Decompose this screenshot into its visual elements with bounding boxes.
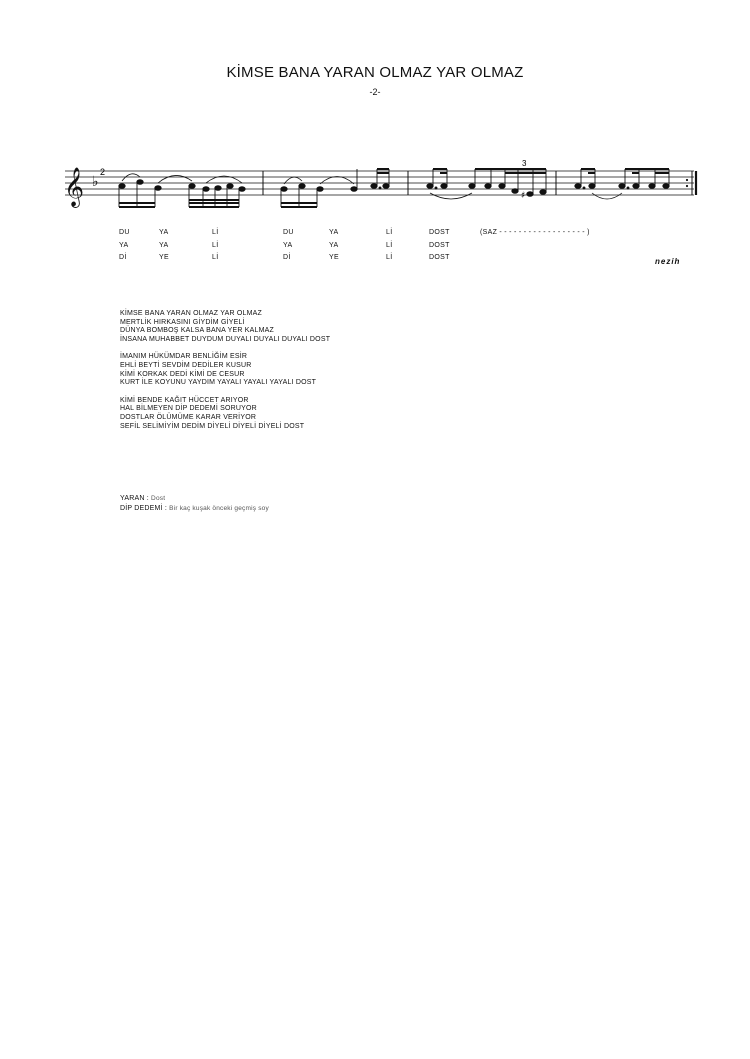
svg-text:3: 3 [522, 159, 527, 168]
syllable: YA [283, 242, 293, 249]
verse-line: KİMİ BENDE KAĞIT HÜCCET ARIYOR [120, 396, 249, 404]
verse-line: SEFİL SELİMİYİM DEDİM DİYELİ DİYELİ DİYELİ DOST [120, 422, 305, 430]
glossary-entry: YARAN : Dost [120, 495, 166, 502]
stanza [120, 310, 330, 344]
lyric-row [0, 254, 750, 266]
syllable: YA [159, 229, 169, 236]
sharp-icon: ♯ [521, 191, 526, 201]
glossary-term: DİP DEDEMİ [120, 505, 163, 512]
lyric-row [0, 242, 750, 254]
stanza [120, 397, 330, 431]
syllable: Lİ [212, 229, 219, 236]
syllable: Lİ [386, 242, 393, 249]
verses [120, 310, 330, 440]
syllable: Dİ [119, 254, 127, 261]
page-title: KİMSE BANA YARAN OLMAZ YAR OLMAZ [226, 64, 524, 81]
syllable: Lİ [212, 254, 219, 261]
syllable: DU [283, 229, 294, 236]
glossary-definition: Bir kaç kuşak önceki geçmiş soy [169, 505, 269, 512]
verse-line: KİMSE BANA YARAN OLMAZ YAR OLMAZ [120, 310, 263, 317]
syllable: DOST [429, 254, 450, 261]
flat-icon: ♭ [92, 174, 99, 190]
glossary-definition: Dost [151, 495, 166, 502]
syllable: YA [329, 242, 339, 249]
verse-line: DOSTLAR ÖLÜMÜME KARAR VERİYOR [120, 413, 257, 421]
saz-marking: (SAZ - - - - - - - - - - - - - - - - - - ) [480, 229, 590, 236]
syllable: YE [329, 254, 339, 261]
syllable: YA [119, 242, 129, 249]
page-number: -2- [369, 87, 381, 97]
verse-line: KİMİ KORKAK DEDİ KİMİ DE CESUR [120, 370, 245, 378]
time-signature: 2 [100, 167, 106, 177]
treble-clef-icon: 𝄞 [64, 167, 85, 207]
author-signature: nezih [655, 257, 681, 266]
syllable: Lİ [212, 242, 219, 249]
syllable: Lİ [386, 229, 393, 236]
verse-line: KURT İLE KOYUNU YAYDIM YAYALI YAYALI YAYALI DOST [120, 379, 317, 387]
syllable: Lİ [386, 254, 393, 261]
syllable: YE [159, 254, 169, 261]
glossary-entry: DİP DEDEMİ : Bir kaç kuşak önceki geçmiş soy [120, 505, 269, 512]
syllable: DOST [429, 229, 450, 236]
syllable: YA [329, 229, 339, 236]
verse-line: İMANIM HÜKÜMDAR BENLİĞİM ESİR [120, 353, 248, 361]
verse-line: HAL BİLMEYEN DİP DEDEMİ SORUYOR [120, 405, 257, 413]
syllable: DU [119, 229, 130, 236]
syllable: Dİ [283, 254, 291, 261]
lyric-row [0, 229, 750, 241]
verse-line: DÜNYA BOMBOŞ KALSA BANA YER KALMAZ [120, 327, 274, 335]
verse-line: EHLİ BEYTİ SEVDİM DEDİLER KUSUR [120, 361, 252, 369]
verse-line: MERTLİK HIRKASINI GİYDİM GİYELİ [120, 318, 245, 326]
glossary-term: YARAN [120, 495, 145, 502]
music-staff [60, 155, 700, 215]
syllable: YA [159, 242, 169, 249]
stanza [120, 353, 330, 387]
syllable: DOST [429, 242, 450, 249]
verse-line: İNSANA MUHABBET DUYDUM DUYALI DUYALI DUYALI DOST [120, 335, 331, 343]
glossary [120, 494, 269, 514]
